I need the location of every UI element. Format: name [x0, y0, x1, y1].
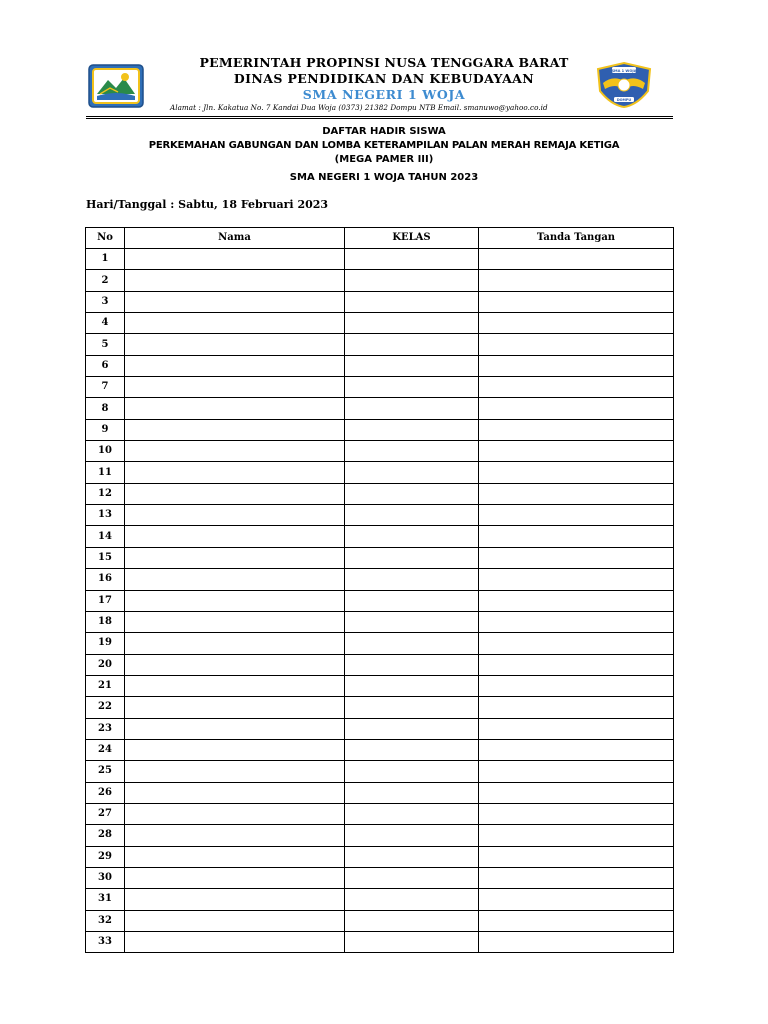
table-row	[86, 590, 674, 611]
kelas-cell[interactable]	[345, 590, 479, 611]
tanda-tangan-cell[interactable]	[479, 675, 674, 696]
nama-cell[interactable]	[125, 846, 345, 867]
nama-cell[interactable]	[125, 633, 345, 654]
table-row	[86, 803, 674, 824]
title-event-name: PERKEMAHAN GABUNGAN DAN LOMBA KETERAMPILAN PALAN MERAH REMAJA KETIGA	[148, 140, 620, 151]
kelas-cell[interactable]	[345, 547, 479, 568]
attendance-table	[85, 227, 674, 953]
tanda-tangan-cell[interactable]	[479, 547, 674, 568]
row-number-cell: 7	[86, 377, 125, 398]
row-number-cell: 10	[86, 441, 125, 462]
nama-cell[interactable]	[125, 291, 345, 312]
nama-cell[interactable]	[125, 569, 345, 590]
tanda-tangan-cell[interactable]	[479, 867, 674, 888]
letterhead-department-line: DINAS PENDIDIKAN DAN KEBUDAYAAN	[233, 71, 535, 86]
row-number-cell: 13	[86, 505, 125, 526]
table-row	[86, 334, 674, 355]
tanda-tangan-cell[interactable]	[479, 505, 674, 526]
letterhead	[0, 50, 768, 120]
tanda-tangan-cell[interactable]	[479, 889, 674, 910]
row-number-cell: 14	[86, 526, 125, 547]
kelas-cell[interactable]	[345, 398, 479, 419]
kelas-cell[interactable]	[345, 526, 479, 547]
nama-cell[interactable]	[125, 718, 345, 739]
nama-cell[interactable]	[125, 654, 345, 675]
table-row	[86, 483, 674, 504]
nama-cell[interactable]	[125, 398, 345, 419]
table-row	[86, 291, 674, 312]
table-row	[86, 718, 674, 739]
row-number-cell: 29	[86, 846, 125, 867]
tanda-tangan-cell[interactable]	[479, 291, 674, 312]
row-number-cell: 19	[86, 633, 125, 654]
tanda-tangan-cell[interactable]	[479, 846, 674, 867]
nama-cell[interactable]	[125, 675, 345, 696]
attendance-table-body	[86, 249, 674, 953]
kelas-cell[interactable]	[345, 889, 479, 910]
table-row	[86, 739, 674, 760]
column-header-nama: Nama	[125, 228, 345, 249]
table-row	[86, 846, 674, 867]
nama-cell[interactable]	[125, 483, 345, 504]
nama-cell[interactable]	[125, 697, 345, 718]
kelas-cell[interactable]	[345, 718, 479, 739]
row-number-cell: 18	[86, 611, 125, 632]
nama-cell[interactable]	[125, 761, 345, 782]
row-number-cell: 25	[86, 761, 125, 782]
school-logo-top-text: SMA 1 WOJA	[611, 69, 637, 73]
table-row	[86, 547, 674, 568]
nama-cell[interactable]	[125, 739, 345, 760]
tanda-tangan-cell[interactable]	[479, 910, 674, 931]
table-row	[86, 611, 674, 632]
row-number-cell: 1	[86, 249, 125, 270]
kelas-cell[interactable]	[345, 739, 479, 760]
nama-cell[interactable]	[125, 867, 345, 888]
kelas-cell[interactable]	[345, 505, 479, 526]
kelas-cell[interactable]	[345, 782, 479, 803]
kelas-cell[interactable]	[345, 611, 479, 632]
kelas-cell[interactable]	[345, 441, 479, 462]
tanda-tangan-cell[interactable]	[479, 932, 674, 953]
tanda-tangan-cell[interactable]	[479, 633, 674, 654]
tanda-tangan-cell[interactable]	[479, 270, 674, 291]
row-number-cell: 31	[86, 889, 125, 910]
kelas-cell[interactable]	[345, 675, 479, 696]
table-row	[86, 782, 674, 803]
row-number-cell: 27	[86, 803, 125, 824]
kelas-cell[interactable]	[345, 825, 479, 846]
table-row	[86, 419, 674, 440]
table-header-row	[86, 228, 674, 249]
tanda-tangan-cell[interactable]	[479, 803, 674, 824]
table-row	[86, 441, 674, 462]
nama-cell[interactable]	[125, 377, 345, 398]
tanda-tangan-cell[interactable]	[479, 526, 674, 547]
tanda-tangan-cell[interactable]	[479, 590, 674, 611]
row-number-cell: 8	[86, 398, 125, 419]
nama-cell[interactable]	[125, 419, 345, 440]
tanda-tangan-cell[interactable]	[479, 462, 674, 483]
title-attendance-list: DAFTAR HADIR SISWA	[322, 126, 446, 137]
day-date-label: Hari/Tanggal : Sabtu, 18 Februari 2023	[86, 198, 329, 211]
row-number-cell: 30	[86, 867, 125, 888]
row-number-cell: 6	[86, 355, 125, 376]
row-number-cell: 4	[86, 313, 125, 334]
school-logo-bottom-text: DOMPU	[616, 98, 632, 102]
nama-cell[interactable]	[125, 270, 345, 291]
kelas-cell[interactable]	[345, 313, 479, 334]
row-number-cell: 2	[86, 270, 125, 291]
table-row	[86, 697, 674, 718]
nama-cell[interactable]	[125, 910, 345, 931]
kelas-cell[interactable]	[345, 761, 479, 782]
table-row	[86, 355, 674, 376]
nama-cell[interactable]	[125, 782, 345, 803]
tanda-tangan-cell[interactable]	[479, 739, 674, 760]
table-row	[86, 889, 674, 910]
tanda-tangan-cell[interactable]	[479, 419, 674, 440]
kelas-cell[interactable]	[345, 569, 479, 590]
row-number-cell: 24	[86, 739, 125, 760]
table-row	[86, 761, 674, 782]
row-number-cell: 15	[86, 547, 125, 568]
kelas-cell[interactable]	[345, 462, 479, 483]
nama-cell[interactable]	[125, 825, 345, 846]
row-number-cell: 33	[86, 932, 125, 953]
kelas-cell[interactable]	[345, 334, 479, 355]
kelas-cell[interactable]	[345, 377, 479, 398]
kelas-cell[interactable]	[345, 932, 479, 953]
nama-cell[interactable]	[125, 932, 345, 953]
row-number-cell: 23	[86, 718, 125, 739]
row-number-cell: 12	[86, 483, 125, 504]
row-number-cell: 26	[86, 782, 125, 803]
nama-cell[interactable]	[125, 505, 345, 526]
table-row	[86, 249, 674, 270]
tanda-tangan-cell[interactable]	[479, 398, 674, 419]
table-row	[86, 270, 674, 291]
kelas-cell[interactable]	[345, 697, 479, 718]
row-number-cell: 11	[86, 462, 125, 483]
tanda-tangan-cell[interactable]	[479, 761, 674, 782]
letterhead-address: Alamat : Jln. Kakatua No. 7 Kandai Dua Woja (0373) 21382 Dompu NTB Email. smanuwo@yahoo.co.id	[170, 103, 548, 112]
tanda-tangan-cell[interactable]	[479, 782, 674, 803]
tanda-tangan-cell[interactable]	[479, 611, 674, 632]
school-logo-icon	[595, 61, 653, 109]
table-row	[86, 910, 674, 931]
table-row	[86, 505, 674, 526]
kelas-cell[interactable]	[345, 803, 479, 824]
letterhead-school-name: SMA NEGERI 1 WOJA	[302, 87, 466, 102]
table-row	[86, 867, 674, 888]
tanda-tangan-cell[interactable]	[479, 697, 674, 718]
nama-cell[interactable]	[125, 462, 345, 483]
table-row	[86, 313, 674, 334]
kelas-cell[interactable]	[345, 654, 479, 675]
title-school-year: SMA NEGERI 1 WOJA TAHUN 2023	[289, 172, 479, 183]
nama-cell[interactable]	[125, 526, 345, 547]
kelas-cell[interactable]	[345, 867, 479, 888]
kelas-cell[interactable]	[345, 910, 479, 931]
row-number-cell: 21	[86, 675, 125, 696]
table-row	[86, 675, 674, 696]
column-header-no: No	[86, 228, 125, 249]
row-number-cell: 17	[86, 590, 125, 611]
kelas-cell[interactable]	[345, 419, 479, 440]
tanda-tangan-cell[interactable]	[479, 334, 674, 355]
nama-cell[interactable]	[125, 441, 345, 462]
column-header-kelas: KELAS	[345, 228, 479, 249]
letterhead-government-line: PEMERINTAH PROPINSI NUSA TENGGARA BARAT	[199, 55, 569, 70]
tanda-tangan-cell[interactable]	[479, 718, 674, 739]
row-number-cell: 32	[86, 910, 125, 931]
letterhead-divider	[86, 116, 673, 117]
table-row	[86, 377, 674, 398]
nama-cell[interactable]	[125, 590, 345, 611]
row-number-cell: 22	[86, 697, 125, 718]
table-row	[86, 633, 674, 654]
tanda-tangan-cell[interactable]	[479, 377, 674, 398]
row-number-cell: 9	[86, 419, 125, 440]
kelas-cell[interactable]	[345, 633, 479, 654]
nama-cell[interactable]	[125, 249, 345, 270]
table-row	[86, 526, 674, 547]
table-row	[86, 462, 674, 483]
nama-cell[interactable]	[125, 803, 345, 824]
kelas-cell[interactable]	[345, 291, 479, 312]
row-number-cell: 20	[86, 654, 125, 675]
nama-cell[interactable]	[125, 889, 345, 910]
tanda-tangan-cell[interactable]	[479, 355, 674, 376]
row-number-cell: 28	[86, 825, 125, 846]
kelas-cell[interactable]	[345, 270, 479, 291]
kelas-cell[interactable]	[345, 483, 479, 504]
letterhead-divider-secondary	[86, 118, 673, 119]
nama-cell[interactable]	[125, 611, 345, 632]
tanda-tangan-cell[interactable]	[479, 654, 674, 675]
nama-cell[interactable]	[125, 355, 345, 376]
tanda-tangan-cell[interactable]	[479, 249, 674, 270]
title-event-short-name: (MEGA PAMER III)	[334, 154, 434, 165]
tanda-tangan-cell[interactable]	[479, 313, 674, 334]
table-row	[86, 932, 674, 953]
kelas-cell[interactable]	[345, 249, 479, 270]
table-row	[86, 825, 674, 846]
tanda-tangan-cell[interactable]	[479, 825, 674, 846]
tanda-tangan-cell[interactable]	[479, 483, 674, 504]
nama-cell[interactable]	[125, 313, 345, 334]
row-number-cell: 3	[86, 291, 125, 312]
table-row	[86, 569, 674, 590]
row-number-cell: 16	[86, 569, 125, 590]
column-header-tanda-tangan: Tanda Tangan	[479, 228, 674, 249]
nama-cell[interactable]	[125, 547, 345, 568]
nama-cell[interactable]	[125, 334, 345, 355]
row-number-cell: 5	[86, 334, 125, 355]
table-row	[86, 398, 674, 419]
tanda-tangan-cell[interactable]	[479, 569, 674, 590]
kelas-cell[interactable]	[345, 846, 479, 867]
table-row	[86, 654, 674, 675]
tanda-tangan-cell[interactable]	[479, 441, 674, 462]
kelas-cell[interactable]	[345, 355, 479, 376]
